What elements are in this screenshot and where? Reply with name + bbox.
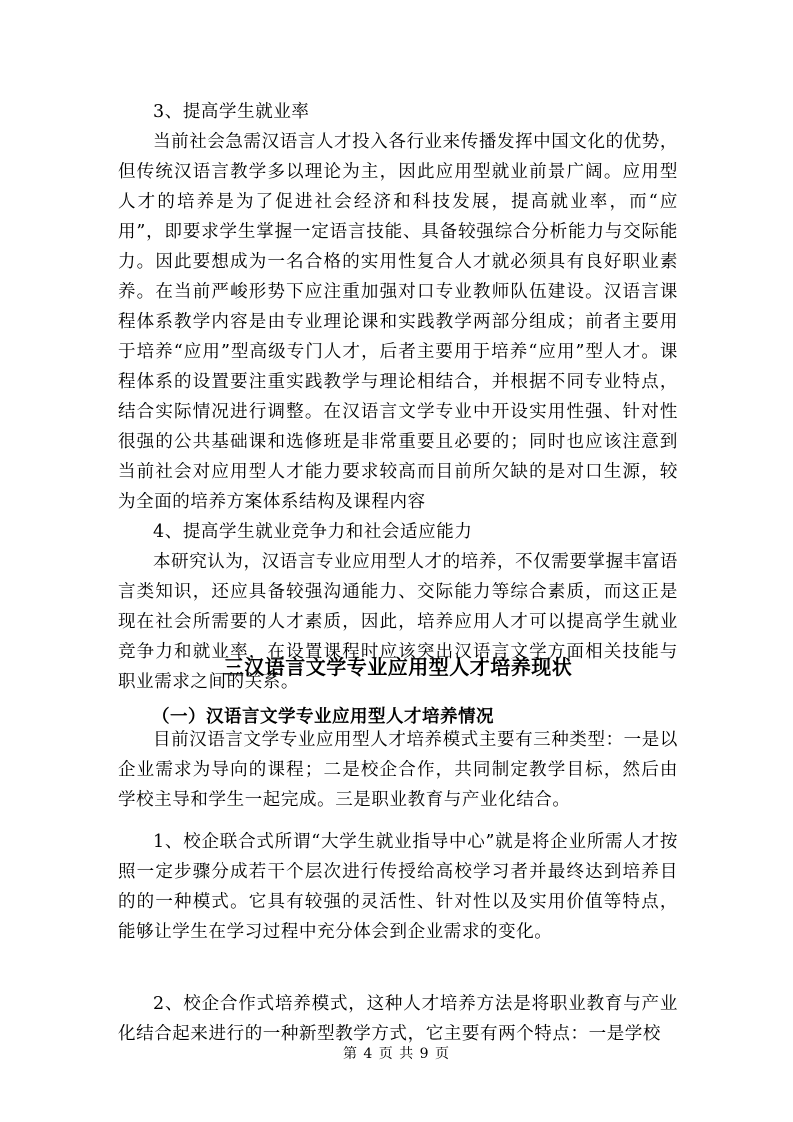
sub-heading: （一）汉语言文学专业应用型人才培养情况 bbox=[152, 707, 494, 727]
sub-section-body bbox=[118, 725, 678, 815]
section-4-paragraph: 本研究认为，汉语言专业应用型人才的培养，不仅需要掌握丰富语言类知识，还应具备较强沟通能力、交际能力等综合素质，而这正是现在社会所需要的人才素质，因此，培养应用人才可以提高学生就业竞争力和就业率，在设置课程时应该突出汉语言文学方面相关技能与职业需求之间的关系。 bbox=[118, 552, 678, 692]
page-footer: 第 4 页 共 9 页 bbox=[342, 1046, 451, 1062]
section-3-heading: 3、提高学生就业率 bbox=[153, 102, 310, 122]
section-3 bbox=[118, 97, 678, 697]
mode-2-paragraph: 2、校企合作式培养模式，这种人才培养方法是将职业教育与产业化结合起来进行的一种新型教学方式，它主要有两个特点：一是学校 bbox=[118, 994, 678, 1044]
section-3-paragraph: 当前社会急需汉语言人才投入各行业来传播发挥中国文化的优势，但传统汉语言教学多以理论为主，因此应用型就业前景广阔。应用型人才的培养是为了促进社会经济和科技发展，提高就业率，而“应用”，即要求学生掌握一定语言技能、具备较强综合分析能力与交际能力。因此要想成为一名合格的实用性复合人才就必须具有良好职业素养。在当前严峻形势下应注重加强对口专业教师队伍建设。汉语言课程体系教学内容是由专业理论课和实践教学两部分组成；前者主要用于培养“应用”型高级专门人才，后者主要用于培养“应用”型人才。课程体系的设置要注重实践教学与理论相结合，并根据不同专业特点，结合实际情况进行调整。在汉语言文学专业中开设实用性强、针对性很强的公共基础课和选修班是非常重要且必要的；同时也应该注意到当前社会对应用型人才能力要求较高而目前所欠缺的是对口生源，较为全面的培养方案体系结构及课程内容 bbox=[118, 132, 678, 512]
mode-1 bbox=[118, 827, 678, 947]
chapter-heading: 三汉语言文学专业应用型人才培养现状 bbox=[223, 655, 573, 679]
mode-1-paragraph: 1、校企联合式所谓“大学生就业指导中心”就是将企业所需人才按照一定步骤分成若干个层次进行传授给高校学习者并最终达到培养目的的一种模式。它具有较强的灵活性、针对性以及实用价值等特点，能够让学生在学习过程中充分体会到企业需求的变化。 bbox=[118, 832, 678, 942]
section-4-heading: 4、提高学生就业竞争力和社会适应能力 bbox=[153, 522, 473, 542]
sub-section-paragraph: 目前汉语言文学专业应用型人才培养模式主要有三种类型：一是以企业需求为导向的课程；二是校企合作，共同制定教学目标，然后由学校主导和学生一起完成。三是职业教育与产业化结合。 bbox=[118, 730, 678, 810]
mode-2 bbox=[118, 989, 678, 1049]
